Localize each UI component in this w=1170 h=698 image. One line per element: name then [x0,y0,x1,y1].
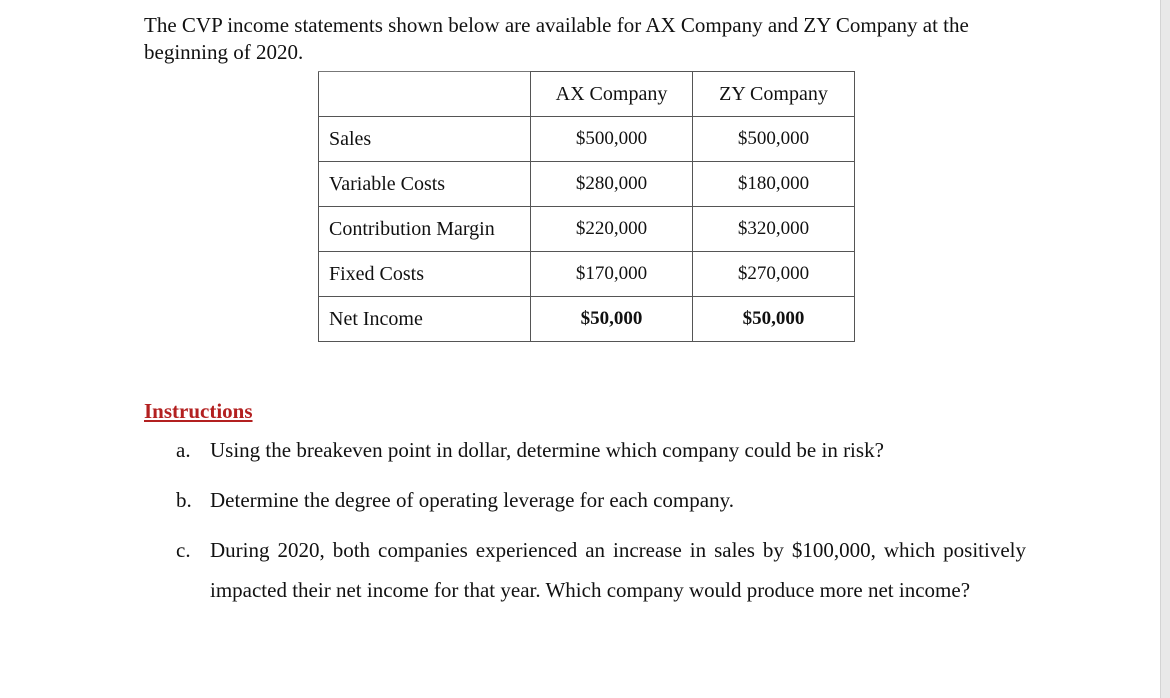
zy-value: $320,000 [693,207,855,252]
table-row-fixed-costs [319,252,855,297]
ax-value: $50,000 [531,297,693,342]
zy-value: $500,000 [693,117,855,162]
instruction-item-c [176,530,1026,610]
row-label: Variable Costs [319,162,531,207]
header-blank-cell [319,72,531,117]
row-label: Fixed Costs [319,252,531,297]
row-label: Sales [319,117,531,162]
zy-value: $270,000 [693,252,855,297]
header-ax-company: AX Company [531,72,693,117]
ax-value: $280,000 [531,162,693,207]
row-label: Contribution Margin [319,207,531,252]
row-label: Net Income [319,297,531,342]
cvp-income-table [318,71,855,342]
instructions-heading: Instructions [144,399,253,423]
zy-value: $180,000 [693,162,855,207]
item-label: b. [176,488,192,512]
header-zy-company: ZY Company [693,72,855,117]
table-row-variable-costs [319,162,855,207]
zy-value: $50,000 [693,297,855,342]
instruction-item-b [176,488,1026,513]
intro-paragraph: The CVP income statements shown below are available for AX Company and ZY Company at the beginning of 2020. [144,13,969,64]
ax-value: $170,000 [531,252,693,297]
instruction-item-a [176,438,1026,463]
ax-value: $500,000 [531,117,693,162]
table-header-row [319,72,855,117]
item-text: Determine the degree of operating leverage for each company. [210,488,734,512]
item-label: c. [176,538,191,562]
table-row-sales [319,117,855,162]
item-text: Using the breakeven point in dollar, determine which company could be in risk? [210,438,884,462]
table-row-contribution-margin [319,207,855,252]
item-label: a. [176,438,191,462]
table-row-net-income [319,297,855,342]
ax-value: $220,000 [531,207,693,252]
item-text: During 2020, both companies experienced an increase in sales by $100,000, which positively impacted their net income for that year. Which company would produce more net income? [210,538,1026,602]
